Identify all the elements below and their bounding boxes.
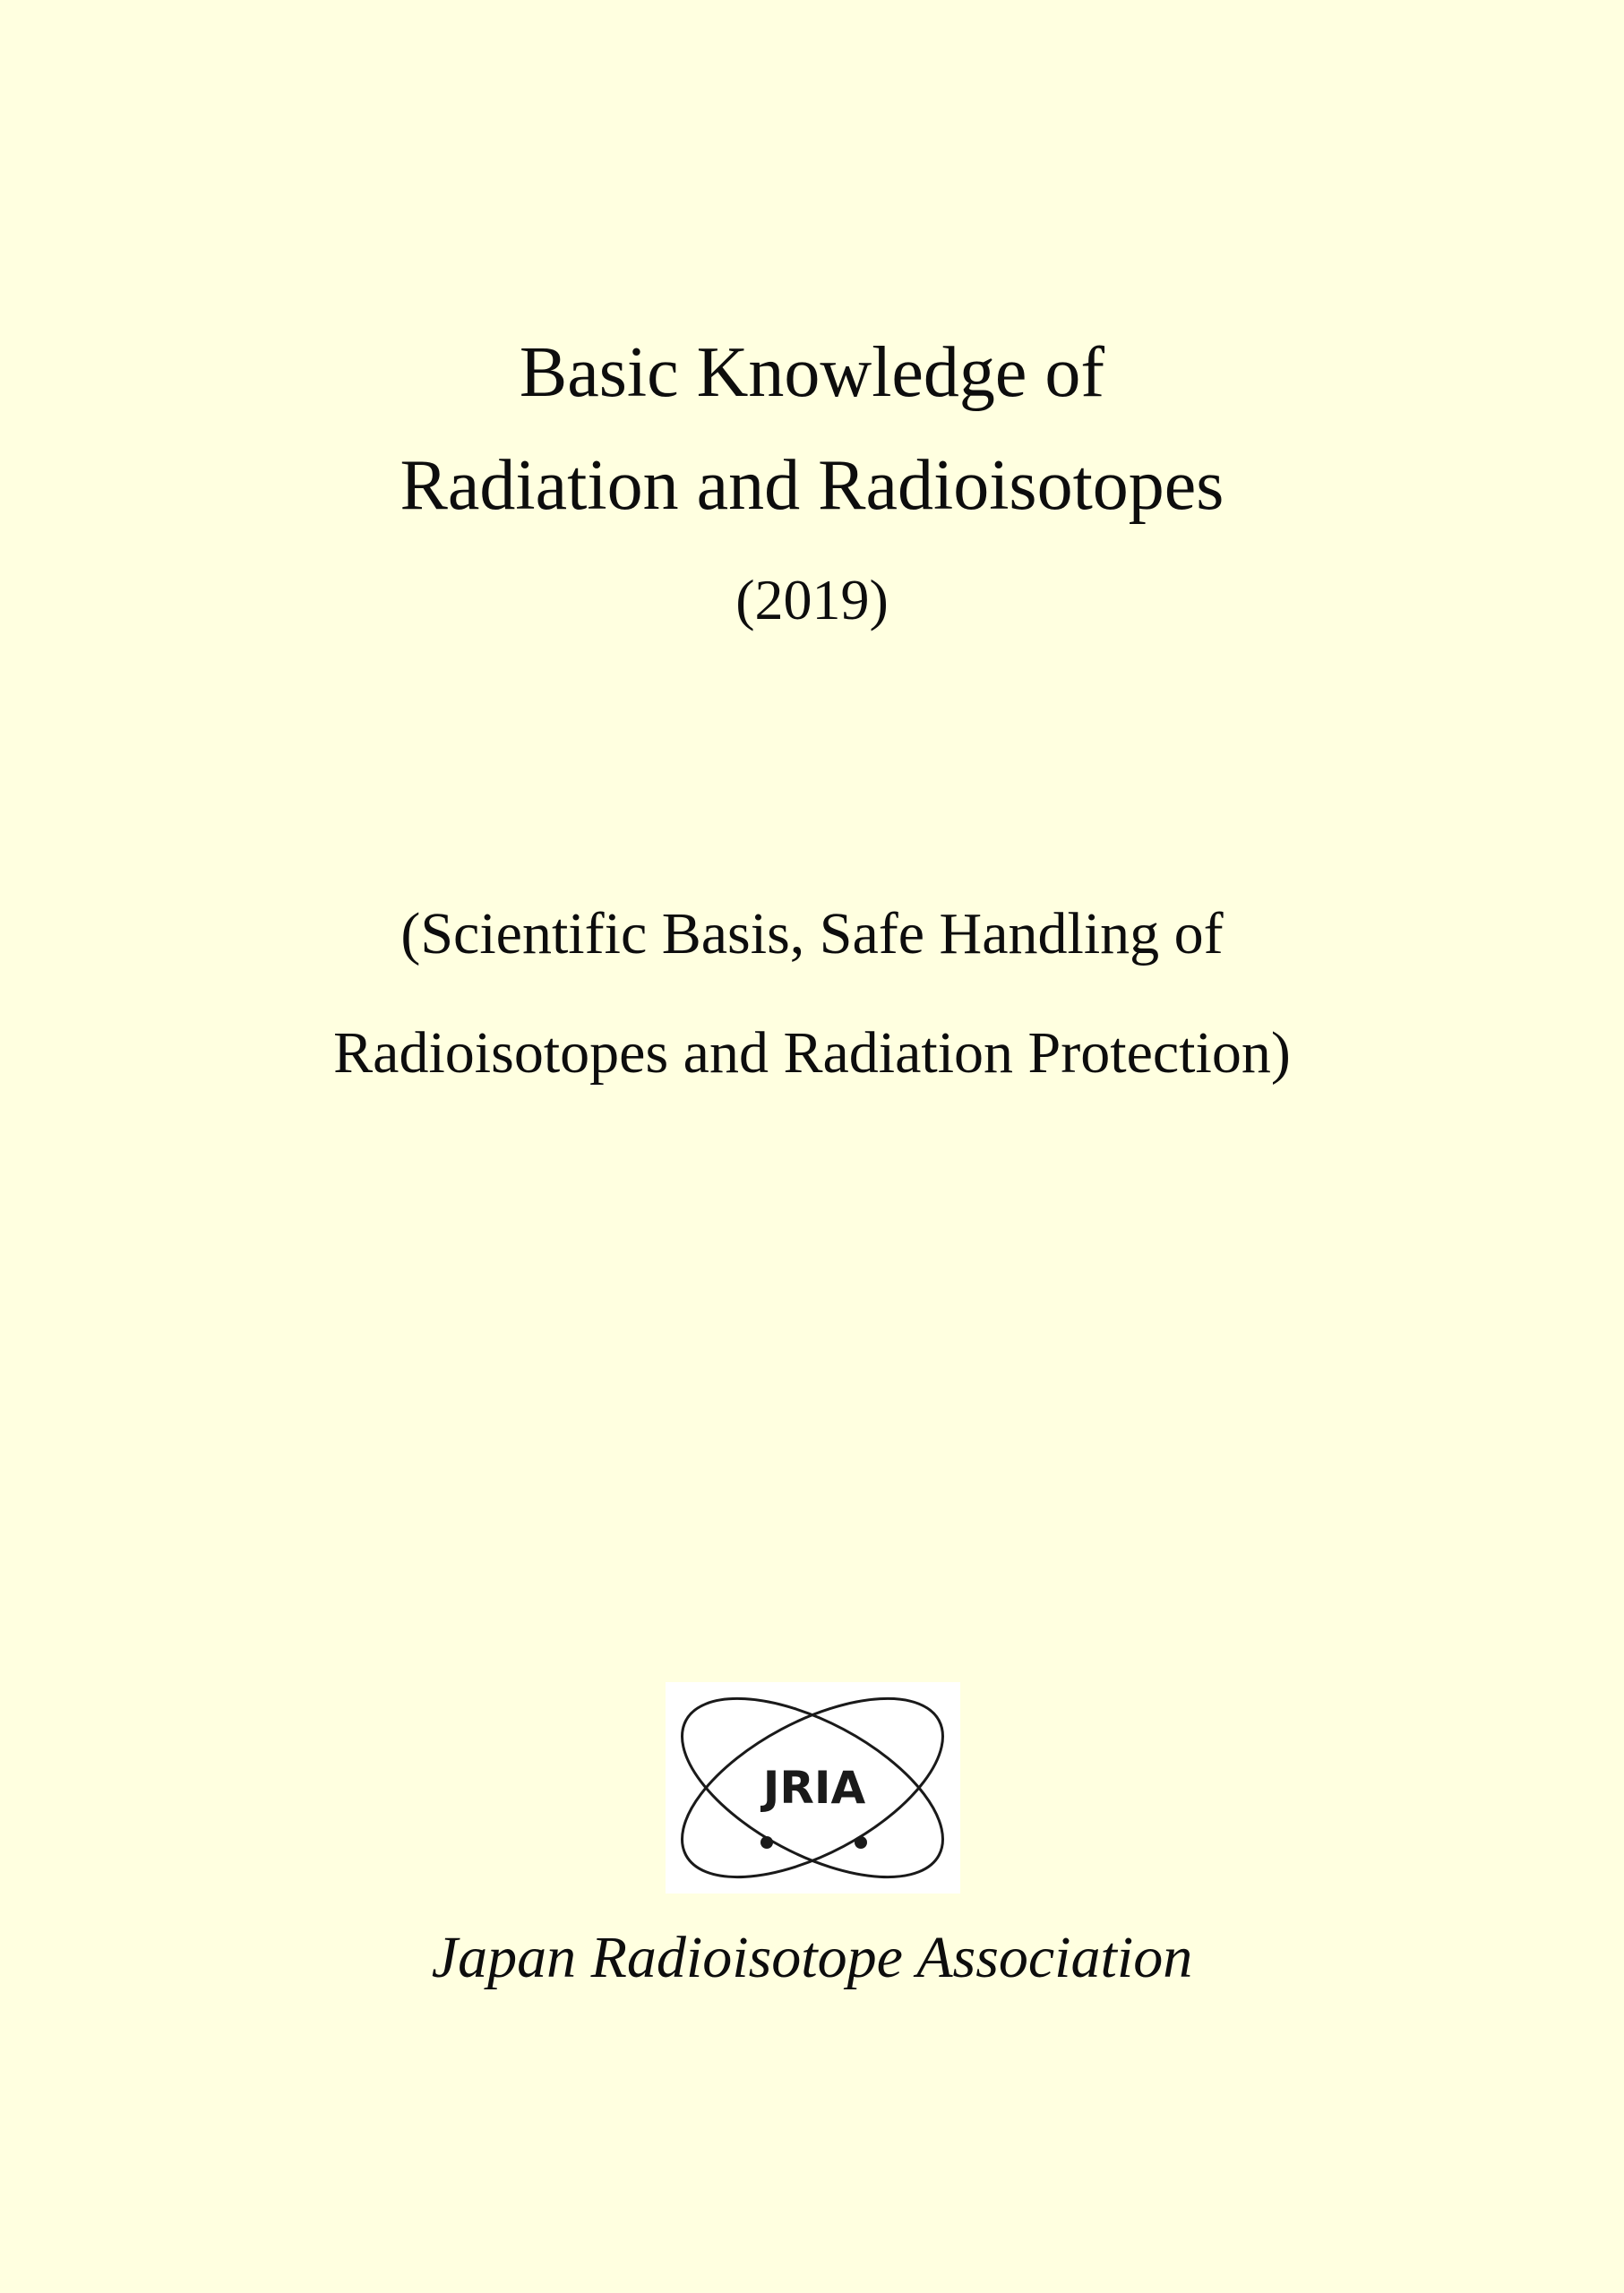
logo-text: JRIA bbox=[762, 1762, 866, 1814]
edition-year: (2019) bbox=[735, 568, 889, 631]
subtitle-line-1: (Scientific Basis, Safe Handling of bbox=[400, 901, 1224, 966]
title-line-1: Basic Knowledge of bbox=[519, 333, 1105, 412]
electron-dot-right bbox=[855, 1836, 867, 1849]
subtitle-line-2: Radioisotopes and Radiation Protection) bbox=[333, 1020, 1291, 1086]
title-line-2: Radiation and Radioisotopes bbox=[400, 446, 1224, 525]
jria-logo bbox=[666, 1682, 960, 1894]
publisher-name: Japan Radioisotope Association bbox=[431, 1925, 1193, 1990]
electron-dot-left bbox=[760, 1836, 773, 1849]
atom-orbit-logo-icon bbox=[666, 1682, 960, 1894]
